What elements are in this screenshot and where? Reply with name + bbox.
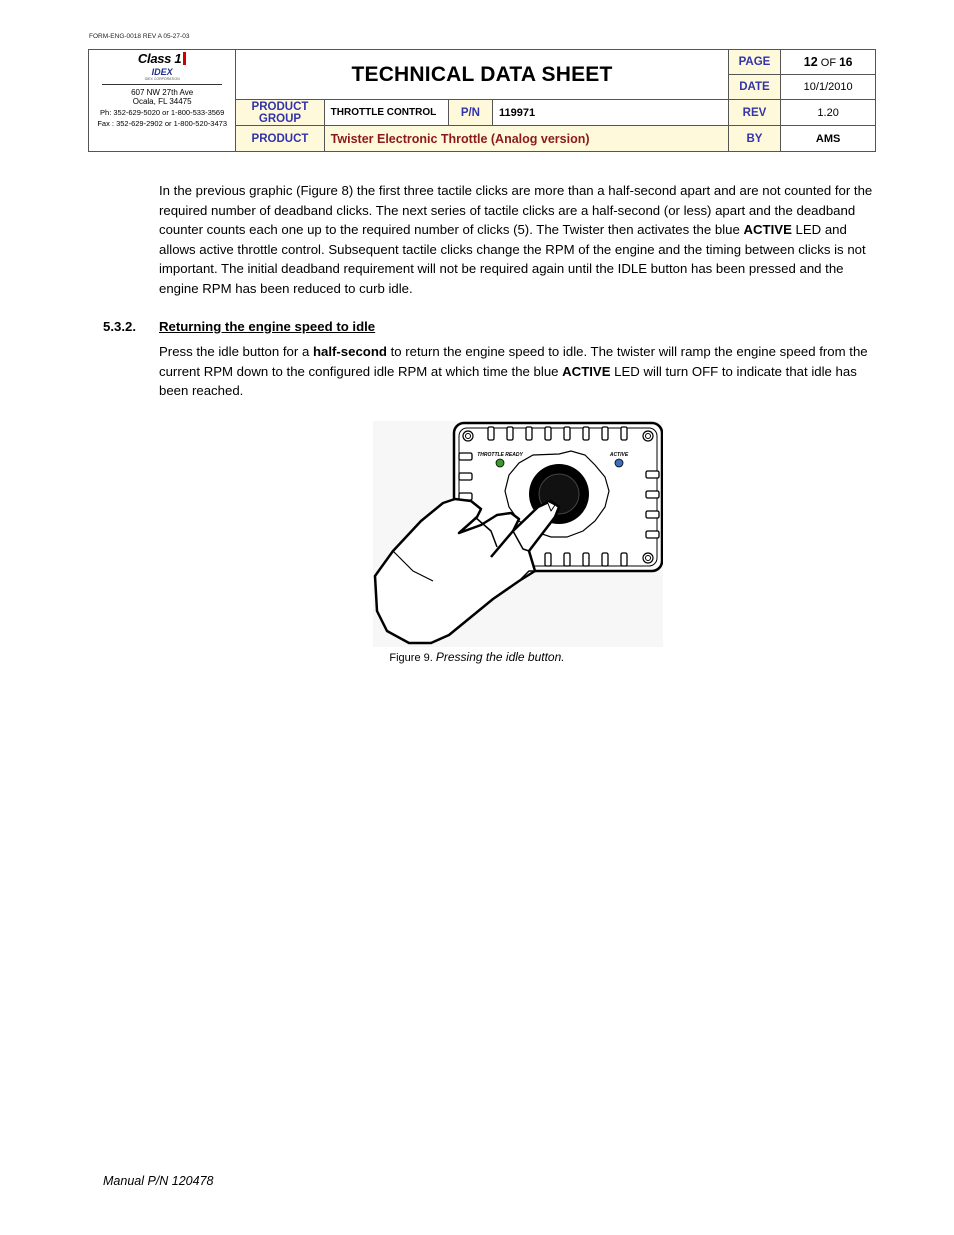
figure-idle-button: [373, 421, 663, 647]
paragraph-2: Press the idle button for a half-second to return the engine speed to idle. The twister will ramp the engine speed from the current RPM down to the configured idle RPM at which time the blue ACTIVE LED will turn OFF to indicate that idle has been reached.: [159, 344, 868, 398]
idex-logo: IDEX: [151, 67, 173, 77]
hand-icon: [375, 499, 559, 643]
date-label: DATE: [728, 75, 781, 100]
address-line2: Ocala, FL 34475: [132, 97, 192, 106]
address-line1: 607 NW 27th Ave: [131, 88, 194, 97]
product-group-label: PRODUCT GROUP: [236, 100, 324, 126]
phone: Ph: 352-629-5020 or 1-800-533-3569: [100, 108, 225, 117]
header-table: [88, 49, 876, 152]
figure-caption: Figure 9. Pressing the idle button.: [389, 650, 565, 664]
page-label: PAGE: [728, 50, 781, 75]
page-number: 12 OF 16: [781, 50, 876, 75]
pn-label: P/N: [448, 100, 492, 126]
document-title: TECHNICAL DATA SHEET: [236, 50, 728, 100]
section-number: 5.3.2.: [103, 319, 136, 334]
rev-value: 1.20: [781, 100, 876, 126]
active-led: [615, 459, 623, 467]
active-label: ACTIVE: [609, 452, 629, 458]
section-title: Returning the engine speed to idle: [159, 319, 376, 334]
by-label: BY: [728, 126, 781, 152]
throttle-ready-label: THROTTLE READY: [477, 452, 523, 458]
date-value: 10/1/2010: [781, 75, 876, 100]
rev-label: REV: [728, 100, 781, 126]
class1-logo: Class 1: [138, 52, 186, 65]
product-group-value: THROTTLE CONTROL: [324, 100, 448, 126]
footer-manual-pn: Manual P/N 120478: [103, 1174, 214, 1188]
form-id: FORM-ENG-0018 REV A 05-27-03: [89, 33, 190, 40]
fax: Fax : 352-629-2902 or 1-800-520-3473: [97, 119, 227, 128]
pn-value: 119971: [493, 100, 729, 126]
idex-caption: IDEX CORPORATION: [144, 77, 180, 81]
by-value: AMS: [781, 126, 876, 152]
product-label: PRODUCT: [236, 126, 324, 152]
paragraph-1: In the previous graphic (Figure 8) the first three tactile clicks are more than a half-second apart and are not counted for the required number of deadband clicks. The next series of tactile clicks are a half-second (or less) apart and the deadband counter counts each one up to the required number of clicks (5). The Twister then activates the blue ACTIVE LED and allows active throttle control. Subsequent tactile clicks change the RPM of the engine and the timing between clicks is not important. The initial deadband requirement will not be required again until the IDLE button has been pressed and the engine RPM has been reduced to curb idle.: [159, 183, 873, 296]
product-value: Twister Electronic Throttle (Analog version): [324, 126, 728, 152]
throttle-illustration: [373, 421, 663, 647]
company-block: [89, 50, 236, 152]
throttle-ready-led: [496, 459, 504, 467]
